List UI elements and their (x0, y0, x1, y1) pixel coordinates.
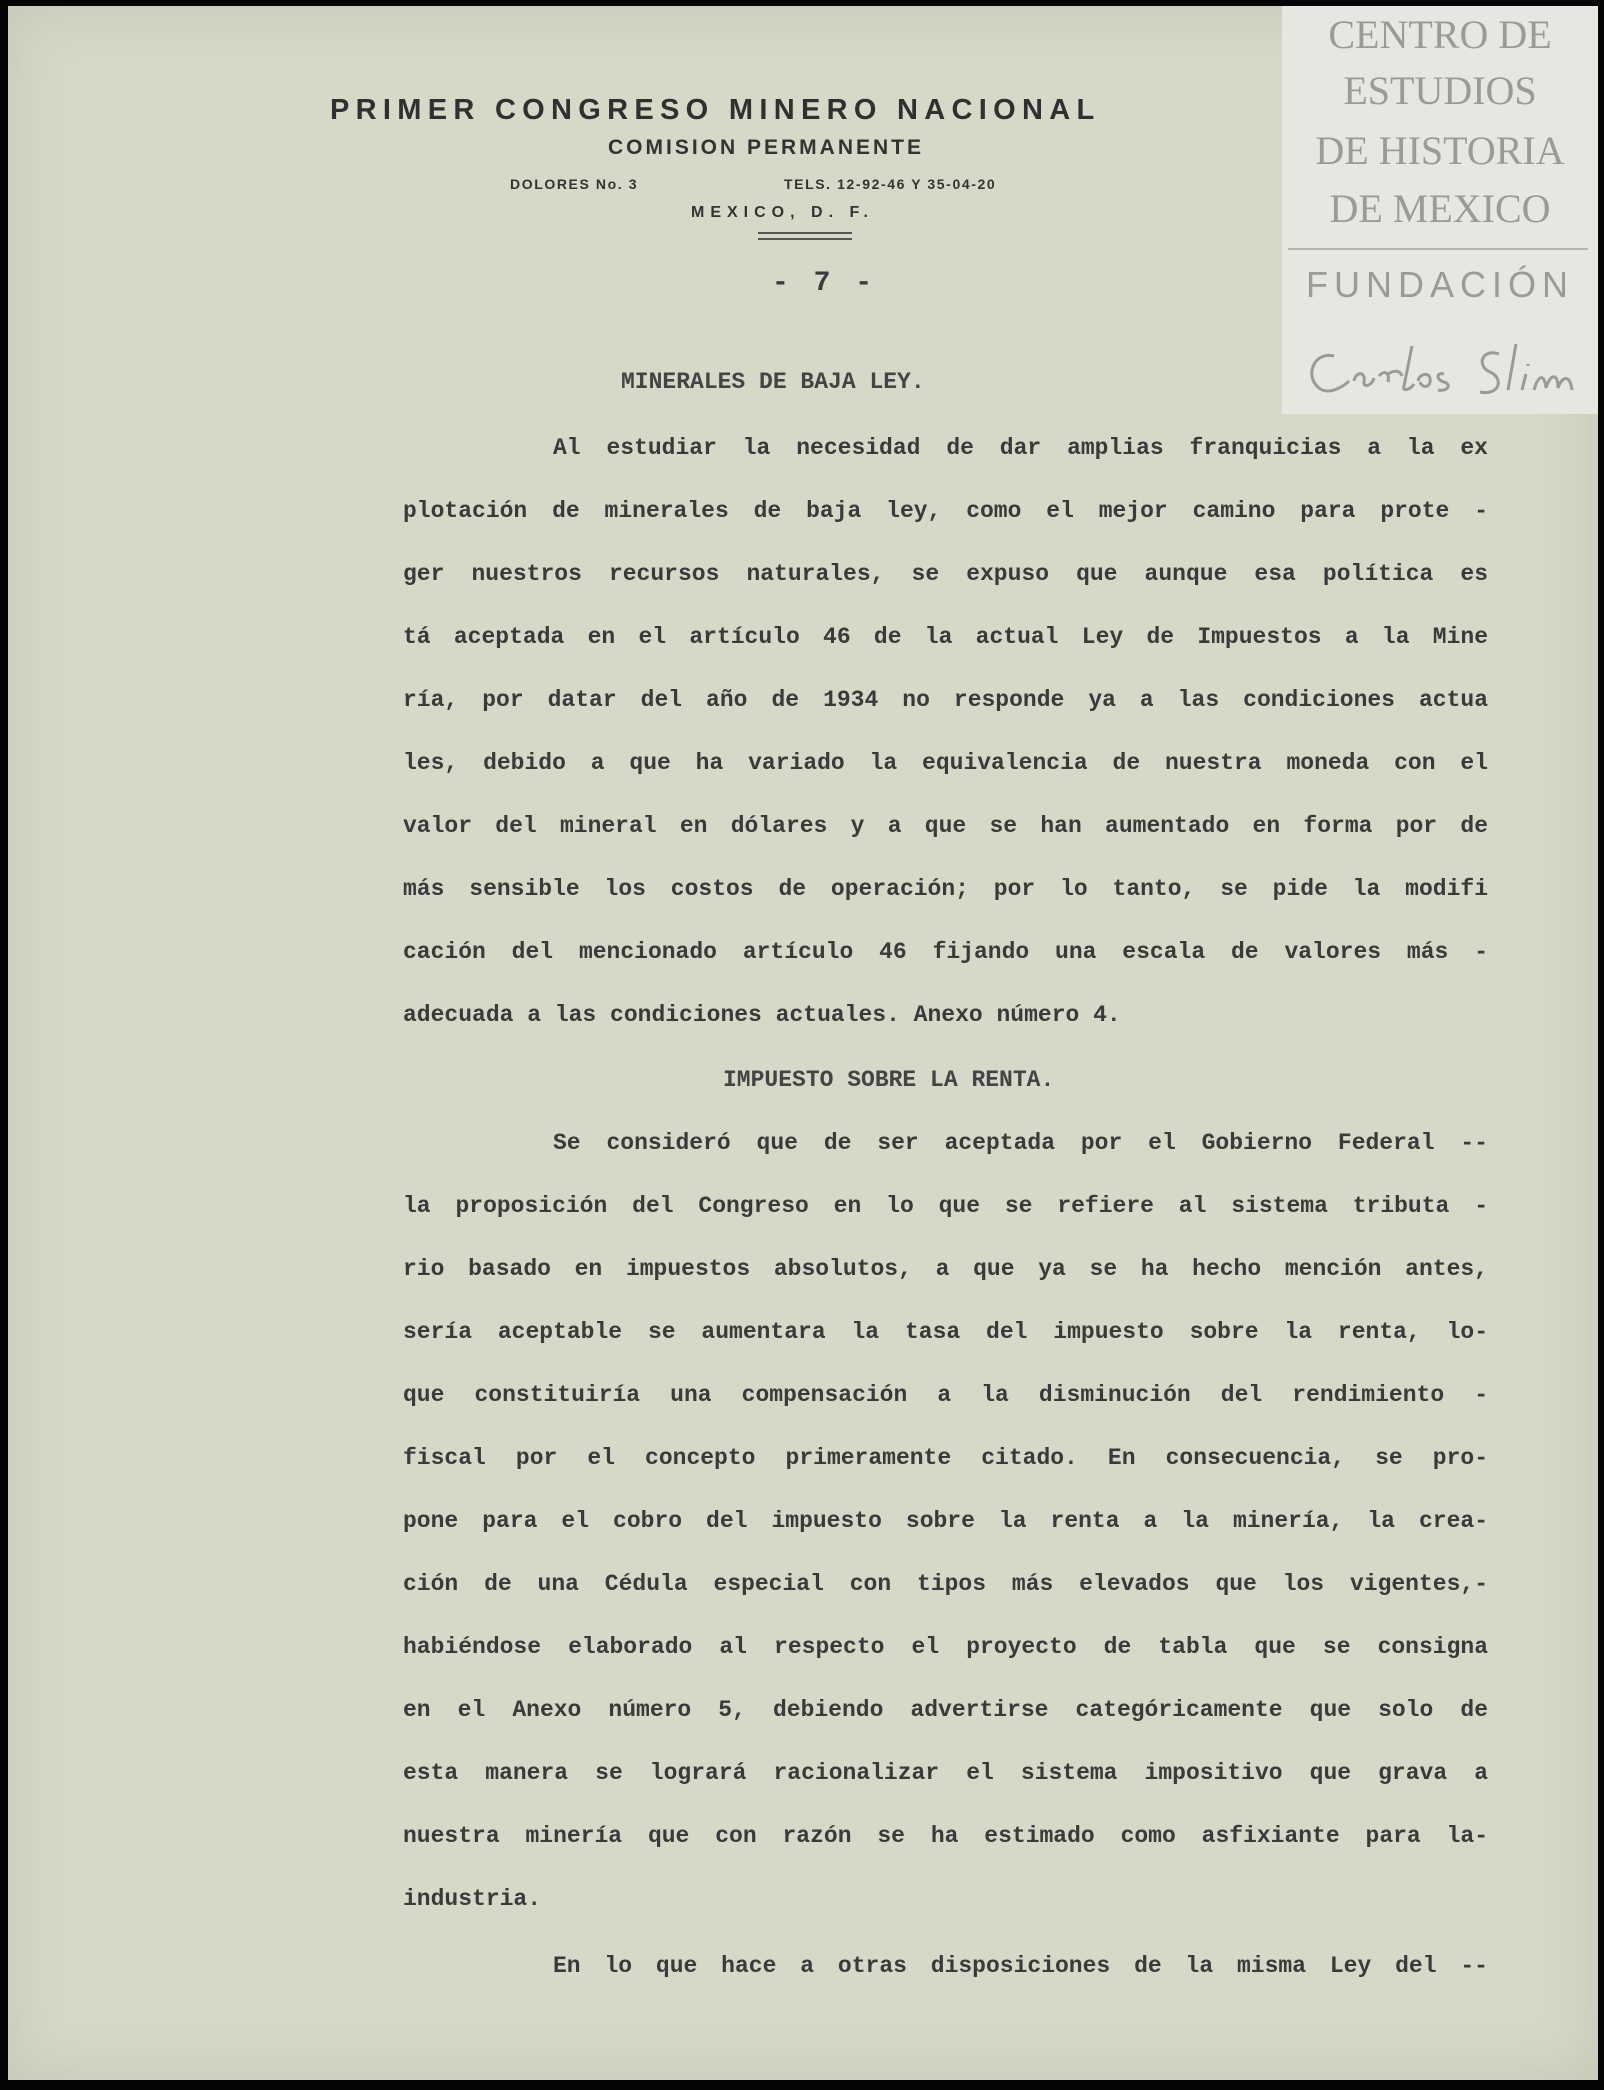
text-line: tá aceptada en el artículo 46 de la actual Ley de Impuestos a la Mine (403, 624, 1488, 650)
document-page (8, 6, 1598, 2080)
stamp-foundation: FUNDACIÓN (1306, 264, 1574, 305)
text-line: habiéndose elaborado al respecto el proyecto de tabla que se consigna (403, 1634, 1488, 1660)
stamp-divider (1288, 248, 1588, 250)
text-line: ger nuestros recursos naturales, se expuso que aunque esa política es (403, 561, 1488, 587)
stamp-line: CENTRO DE (1328, 12, 1552, 57)
text-line: valor del mineral en dólares y a que se han aumentado en forma por de (403, 813, 1488, 839)
text-line: más sensible los costos de operación; por lo tanto, se pide la modifi (403, 876, 1488, 902)
text-line: ría, por datar del año de 1934 no responde ya a las condiciones actua (403, 687, 1488, 713)
section-heading: MINERALES DE BAJA LEY. (621, 369, 925, 395)
signature-logo (1294, 326, 1594, 406)
text-line: la proposición del Congreso en lo que se refiere al sistema tributa - (403, 1193, 1488, 1219)
text-line: fiscal por el concepto primeramente citado. En consecuencia, se pro- (403, 1445, 1488, 1471)
text-line: pone para el cobro del impuesto sobre la renta a la minería, la crea- (403, 1508, 1488, 1534)
text-line: plotación de minerales de baja ley, como el mejor camino para prote - (403, 498, 1488, 524)
text-line: En lo que hace a otras disposiciones de la misma Ley del -- (553, 1953, 1488, 1979)
text-line: en el Anexo número 5, debiendo advertirse categóricamente que solo de (403, 1697, 1488, 1723)
text-line: Se consideró que de ser aceptada por el Gobierno Federal -- (553, 1130, 1488, 1156)
stamp-line: DE MEXICO (1329, 186, 1551, 231)
letterhead-city: MEXICO, D. F. (691, 204, 874, 221)
text-line: Al estudiar la necesidad de dar amplias franquicias a la ex (553, 435, 1488, 461)
stamp-line: ESTUDIOS (1343, 68, 1537, 113)
page-number: - 7 - (772, 268, 877, 299)
text-line: les, debido a que ha variado la equivalencia de nuestra moneda con el (403, 750, 1488, 776)
text-line: adecuada a las condiciones actuales. Anexo número 4. (403, 1002, 1121, 1028)
letterhead-address: DOLORES No. 3 (510, 176, 639, 192)
stamp-line: DE HISTORIA (1315, 128, 1565, 173)
section-heading: IMPUESTO SOBRE LA RENTA. (723, 1067, 1055, 1093)
text-line: ción de una Cédula especial con tipos más elevados que los vigentes,- (403, 1571, 1488, 1597)
letterhead-rule (758, 232, 852, 234)
text-line: esta manera se logrará racionalizar el sistema impositivo que grava a (403, 1760, 1488, 1786)
text-line: rio basado en impuestos absolutos, a que ya se ha hecho mención antes, (403, 1256, 1488, 1282)
letterhead-title: PRIMER CONGRESO MINERO NACIONAL (330, 94, 1101, 126)
letterhead-subtitle: COMISION PERMANENTE (608, 136, 925, 159)
text-line: nuestra minería que con razón se ha estimado como asfixiante para la- (403, 1823, 1488, 1849)
letterhead-rule (758, 238, 852, 240)
letterhead-phones: TELS. 12-92-46 Y 35-04-20 (784, 176, 997, 192)
text-line: cación del mencionado artículo 46 fijando una escala de valores más - (403, 939, 1488, 965)
text-line: que constituiría una compensación a la disminución del rendimiento - (403, 1382, 1488, 1408)
archive-stamp (1282, 6, 1598, 414)
text-line: sería aceptable se aumentara la tasa del impuesto sobre la renta, lo- (403, 1319, 1488, 1345)
text-line: industria. (403, 1886, 542, 1912)
